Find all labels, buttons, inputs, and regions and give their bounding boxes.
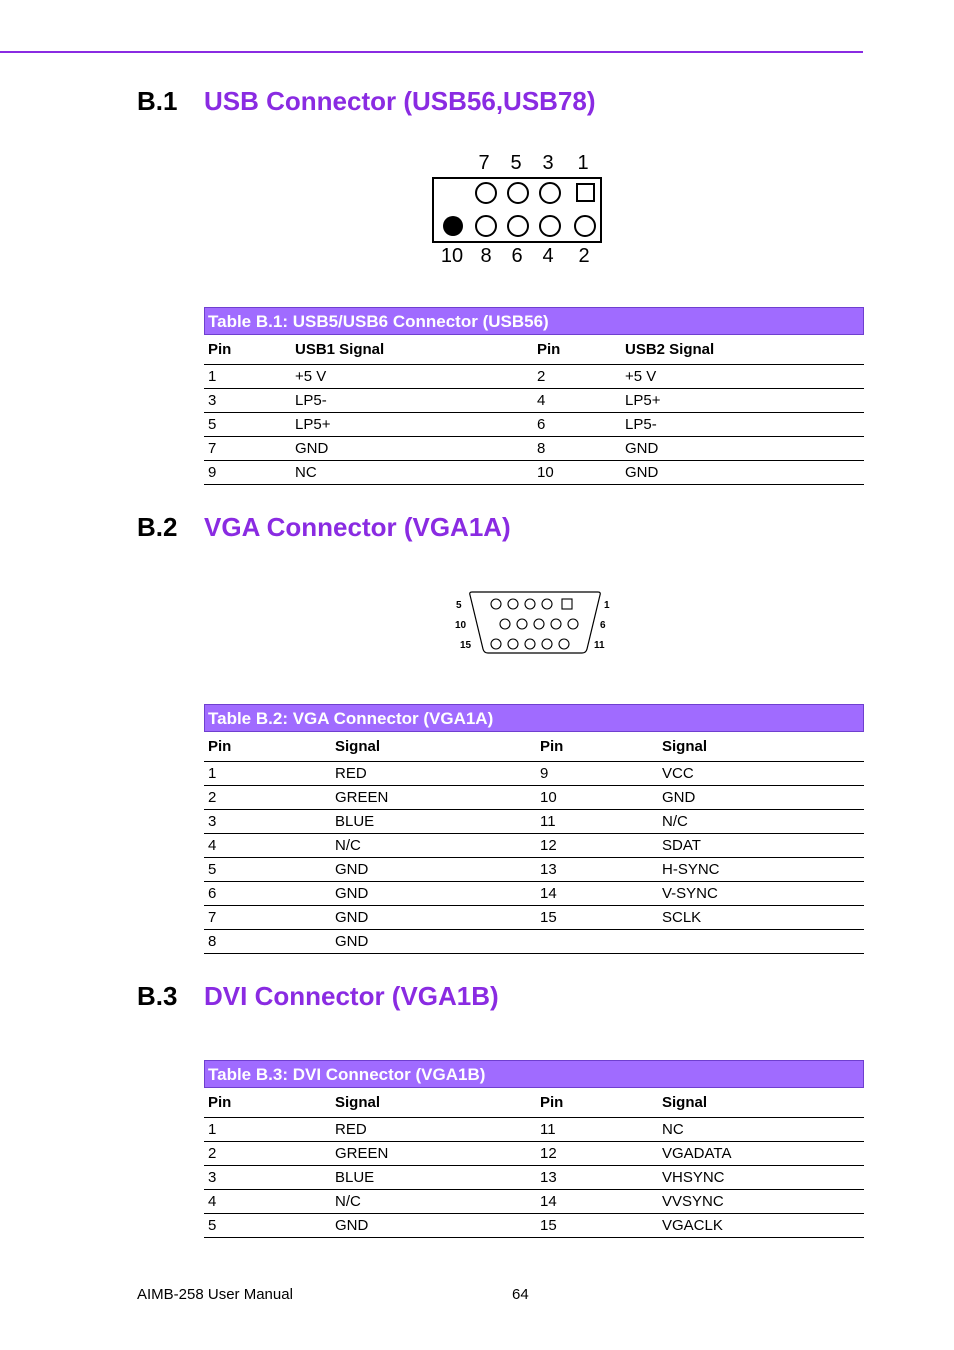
table-row bbox=[204, 389, 864, 413]
table-caption: Table B.3: DVI Connector (VGA1B) bbox=[204, 1060, 864, 1088]
table-row bbox=[204, 786, 864, 810]
table-cell: 1 bbox=[204, 762, 331, 786]
table-cell: 14 bbox=[536, 882, 658, 906]
table-cell: 14 bbox=[536, 1190, 658, 1214]
table-cell: 11 bbox=[536, 1118, 658, 1142]
section-heading-b1 bbox=[137, 86, 596, 116]
table-cell: 12 bbox=[536, 834, 658, 858]
table-cell: 6 bbox=[533, 413, 621, 437]
pin-9 bbox=[517, 619, 527, 629]
table-cell: LP5- bbox=[621, 413, 864, 437]
table-row bbox=[204, 1214, 864, 1238]
table-cell: VVSYNC bbox=[658, 1190, 864, 1214]
pin-10 bbox=[500, 619, 510, 629]
table-cell: 4 bbox=[204, 1190, 331, 1214]
table-cell: GND bbox=[621, 437, 864, 461]
table-cell: NC bbox=[291, 461, 533, 485]
table-cell: N/C bbox=[658, 810, 864, 834]
pin-label: 7 bbox=[478, 152, 490, 174]
table-b3 bbox=[204, 1060, 864, 1238]
table-cell bbox=[536, 930, 658, 954]
pin-6 bbox=[508, 216, 528, 236]
pin-label: 1 bbox=[604, 600, 610, 611]
table-cell: NC bbox=[658, 1118, 864, 1142]
table-cell: VGADATA bbox=[658, 1142, 864, 1166]
table-cell: 10 bbox=[533, 461, 621, 485]
table-cell: 12 bbox=[536, 1142, 658, 1166]
table-caption: Table B.1: USB5/USB6 Connector (USB56) bbox=[204, 307, 864, 335]
table-cell: 3 bbox=[204, 1166, 331, 1190]
table-cell: RED bbox=[331, 762, 536, 786]
column-header: Pin bbox=[536, 1088, 658, 1118]
table-cell: SDAT bbox=[658, 834, 864, 858]
table-cell: 9 bbox=[536, 762, 658, 786]
table-cell: 15 bbox=[536, 1214, 658, 1238]
table-cell: GND bbox=[331, 882, 536, 906]
table-row bbox=[204, 1190, 864, 1214]
table-cell: GND bbox=[291, 437, 533, 461]
pin-label: 8 bbox=[480, 245, 492, 267]
table-cell: GND bbox=[331, 930, 536, 954]
table-cell: GND bbox=[621, 461, 864, 485]
section-heading-b3 bbox=[137, 981, 499, 1011]
table-cell: 7 bbox=[204, 437, 291, 461]
table-row bbox=[204, 1142, 864, 1166]
table-cell bbox=[658, 930, 864, 954]
table-cell: GREEN bbox=[331, 1142, 536, 1166]
pin-label: 2 bbox=[578, 245, 590, 267]
table-cell: N/C bbox=[331, 834, 536, 858]
pin-5 bbox=[508, 183, 528, 203]
table-row bbox=[204, 762, 864, 786]
column-header: Signal bbox=[658, 1088, 864, 1118]
column-header: Pin bbox=[533, 335, 621, 365]
section-heading-b2 bbox=[137, 512, 511, 542]
pin-4 bbox=[540, 216, 560, 236]
table-cell: 13 bbox=[536, 858, 658, 882]
table-cell: +5 V bbox=[621, 365, 864, 389]
table-row bbox=[204, 461, 864, 485]
table-row bbox=[204, 834, 864, 858]
column-header: Signal bbox=[331, 732, 536, 762]
section-title: DVI Connector (VGA1B) bbox=[204, 981, 499, 1011]
table-cell: SCLK bbox=[658, 906, 864, 930]
pin-label: 11 bbox=[594, 640, 605, 651]
table-caption: Table B.2: VGA Connector (VGA1A) bbox=[204, 704, 864, 732]
table-row bbox=[204, 930, 864, 954]
table-header-row bbox=[204, 732, 864, 762]
table-cell: 4 bbox=[204, 834, 331, 858]
table-cell: LP5+ bbox=[621, 389, 864, 413]
column-header: USB1 Signal bbox=[291, 335, 533, 365]
pin-label: 5 bbox=[510, 152, 522, 174]
section-title: USB Connector (USB56,USB78) bbox=[204, 86, 596, 116]
pin-2 bbox=[575, 216, 595, 236]
table-row bbox=[204, 858, 864, 882]
table-row bbox=[204, 1166, 864, 1190]
table-cell: 5 bbox=[204, 858, 331, 882]
footer-page-number: 64 bbox=[512, 1286, 529, 1303]
column-header: Pin bbox=[204, 335, 291, 365]
table-row bbox=[204, 906, 864, 930]
vga-connector-diagram bbox=[450, 585, 620, 660]
pin-13 bbox=[525, 639, 535, 649]
pin-8 bbox=[534, 619, 544, 629]
pin-7 bbox=[551, 619, 561, 629]
pin-label: 5 bbox=[456, 600, 462, 611]
column-header: USB2 Signal bbox=[621, 335, 864, 365]
table-row bbox=[204, 882, 864, 906]
table-cell: 8 bbox=[533, 437, 621, 461]
table-cell: 2 bbox=[533, 365, 621, 389]
table-cell: RED bbox=[331, 1118, 536, 1142]
table-cell: 10 bbox=[536, 786, 658, 810]
table-cell: 1 bbox=[204, 1118, 331, 1142]
usb-connector-diagram bbox=[425, 145, 615, 270]
table-cell: 3 bbox=[204, 389, 291, 413]
table-cell: V-SYNC bbox=[658, 882, 864, 906]
table-row bbox=[204, 1118, 864, 1142]
footer-manual-title: AIMB-258 User Manual bbox=[137, 1286, 293, 1303]
table-cell: VHSYNC bbox=[658, 1166, 864, 1190]
pin-3 bbox=[540, 183, 560, 203]
table-cell: VCC bbox=[658, 762, 864, 786]
table-cell: 5 bbox=[204, 413, 291, 437]
table-cell: 5 bbox=[204, 1214, 331, 1238]
pin-5 bbox=[491, 599, 501, 609]
table-cell: GND bbox=[331, 1214, 536, 1238]
table-b1 bbox=[204, 307, 864, 485]
header-rule bbox=[0, 51, 863, 53]
pin-10-key bbox=[443, 216, 463, 236]
column-header: Signal bbox=[331, 1088, 536, 1118]
table-cell: 13 bbox=[536, 1166, 658, 1190]
table-cell: BLUE bbox=[331, 1166, 536, 1190]
table-cell: 9 bbox=[204, 461, 291, 485]
table-cell: BLUE bbox=[331, 810, 536, 834]
table-b2 bbox=[204, 704, 864, 954]
table-cell: LP5- bbox=[291, 389, 533, 413]
table-cell: LP5+ bbox=[291, 413, 533, 437]
pin-label: 6 bbox=[600, 620, 606, 631]
table-cell: N/C bbox=[331, 1190, 536, 1214]
table-cell: 11 bbox=[536, 810, 658, 834]
table-cell: VGACLK bbox=[658, 1214, 864, 1238]
table-cell: GND bbox=[331, 858, 536, 882]
pin-label: 3 bbox=[542, 152, 554, 174]
pin-label: 10 bbox=[455, 620, 467, 631]
table-row bbox=[204, 810, 864, 834]
table-cell: 6 bbox=[204, 882, 331, 906]
table-cell: 7 bbox=[204, 906, 331, 930]
table-row bbox=[204, 413, 864, 437]
pin-1 bbox=[577, 184, 594, 201]
pin-label: 4 bbox=[542, 245, 554, 267]
pin-15 bbox=[491, 639, 501, 649]
pin-3 bbox=[525, 599, 535, 609]
table-row bbox=[204, 365, 864, 389]
table-cell: 15 bbox=[536, 906, 658, 930]
column-header: Pin bbox=[536, 732, 658, 762]
table-cell: 4 bbox=[533, 389, 621, 413]
section-number: B.2 bbox=[137, 512, 178, 542]
table-cell: GREEN bbox=[331, 786, 536, 810]
pin-4 bbox=[508, 599, 518, 609]
column-header: Pin bbox=[204, 1088, 331, 1118]
section-number: B.1 bbox=[137, 86, 178, 116]
pin-label: 1 bbox=[577, 152, 589, 174]
pin-label: 15 bbox=[460, 640, 472, 651]
table-cell: H-SYNC bbox=[658, 858, 864, 882]
table-cell: 3 bbox=[204, 810, 331, 834]
table-cell: 8 bbox=[204, 930, 331, 954]
section-title: VGA Connector (VGA1A) bbox=[204, 512, 511, 542]
table-cell: 2 bbox=[204, 1142, 331, 1166]
column-header: Pin bbox=[204, 732, 331, 762]
pin-11 bbox=[559, 639, 569, 649]
pin-label: 10 bbox=[440, 245, 464, 267]
table-cell: GND bbox=[658, 786, 864, 810]
pin-1 bbox=[562, 599, 572, 609]
pin-14 bbox=[508, 639, 518, 649]
table-header-row bbox=[204, 1088, 864, 1118]
pin-8 bbox=[476, 216, 496, 236]
table-row bbox=[204, 437, 864, 461]
pin-2 bbox=[542, 599, 552, 609]
column-header: Signal bbox=[658, 732, 864, 762]
table-cell: 1 bbox=[204, 365, 291, 389]
pin-label: 6 bbox=[511, 245, 523, 267]
section-number: B.3 bbox=[137, 981, 178, 1011]
table-cell: +5 V bbox=[291, 365, 533, 389]
table-cell: 2 bbox=[204, 786, 331, 810]
pin-7 bbox=[476, 183, 496, 203]
pin-12 bbox=[542, 639, 552, 649]
table-cell: GND bbox=[331, 906, 536, 930]
pin-6 bbox=[568, 619, 578, 629]
table-header-row bbox=[204, 335, 864, 365]
